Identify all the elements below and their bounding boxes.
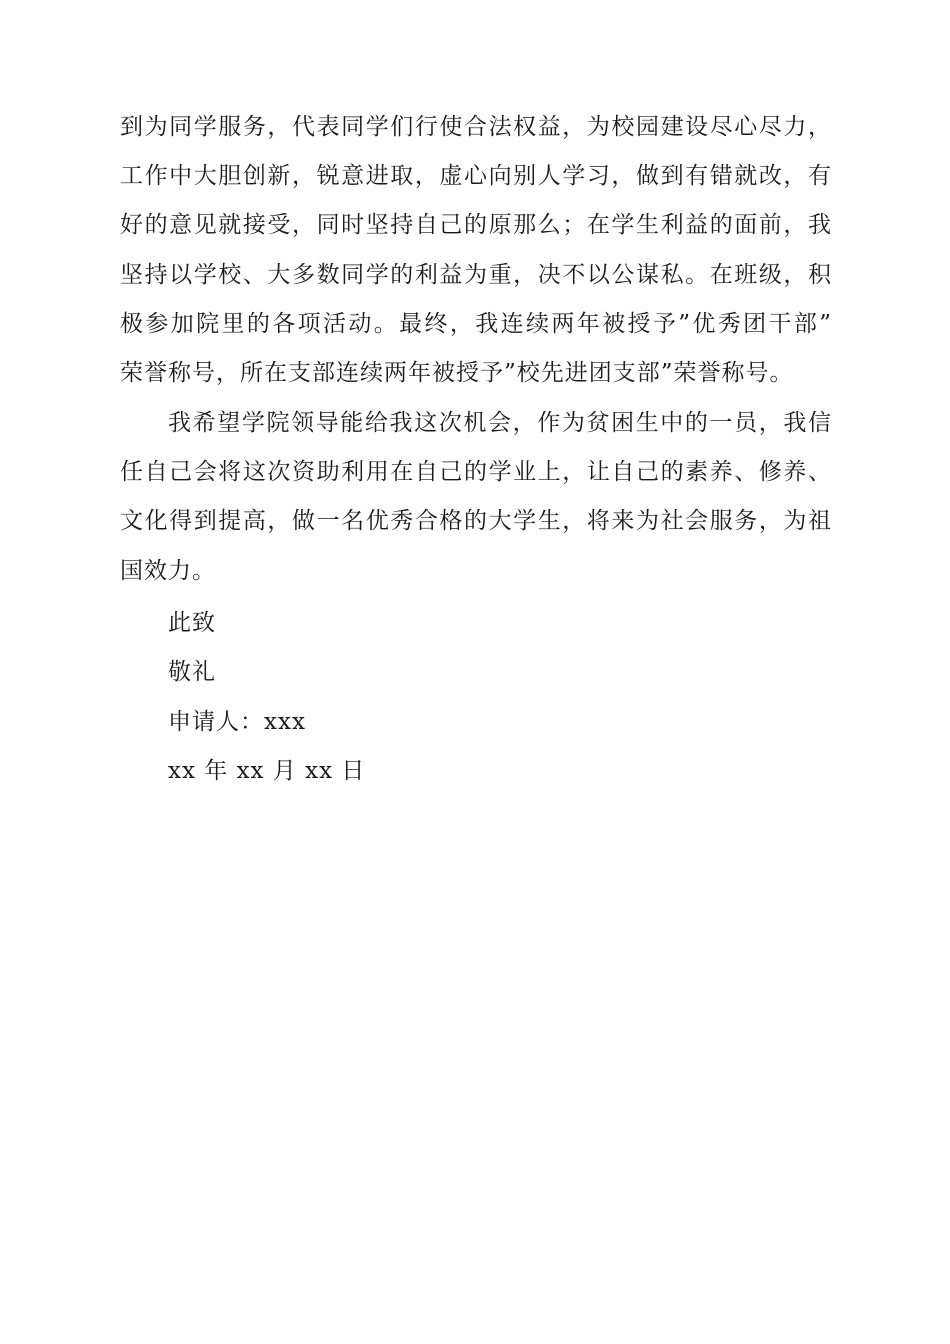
paragraph-line: 我希望学院领导能给我这次机会，作为贫困生中的一员，我信 bbox=[168, 410, 832, 436]
paragraph-line: 荣誉称号，所在支部连续两年被授予”校先进团支部”荣誉称号。 bbox=[120, 360, 794, 386]
paragraph-line: 坚持以学校、大多数同学的利益为重，决不以公谋私。在班级，积 bbox=[120, 262, 832, 288]
paragraph-line: 任自己会将这次资助利用在自己的学业上，让自己的素养、修养、 bbox=[120, 459, 832, 485]
paragraph-line: 国效力。 bbox=[120, 558, 216, 584]
salutation-cizhi: 此致 bbox=[168, 610, 216, 636]
paragraph-line: 好的意见就接受，同时坚持自己的原那么；在学生利益的面前，我 bbox=[120, 212, 832, 238]
applicant-signature: 申请人：xxx bbox=[168, 709, 306, 735]
paragraph-line: 工作中大胆创新，锐意进取，虚心向别人学习，做到有错就改，有 bbox=[120, 163, 832, 189]
salutation-jingli: 敬礼 bbox=[168, 659, 216, 685]
paragraph-line: 极参加院里的各项活动。最终，我连续两年被授予”优秀团干部” bbox=[120, 311, 832, 337]
signature-date: xx 年 xx 月 xx 日 bbox=[168, 758, 366, 784]
paragraph-line: 文化得到提高，做一名优秀合格的大学生，将来为社会服务，为祖 bbox=[120, 508, 832, 534]
paragraph-line: 到为同学服务，代表同学们行使合法权益，为校园建设尽心尽力， bbox=[120, 114, 832, 140]
